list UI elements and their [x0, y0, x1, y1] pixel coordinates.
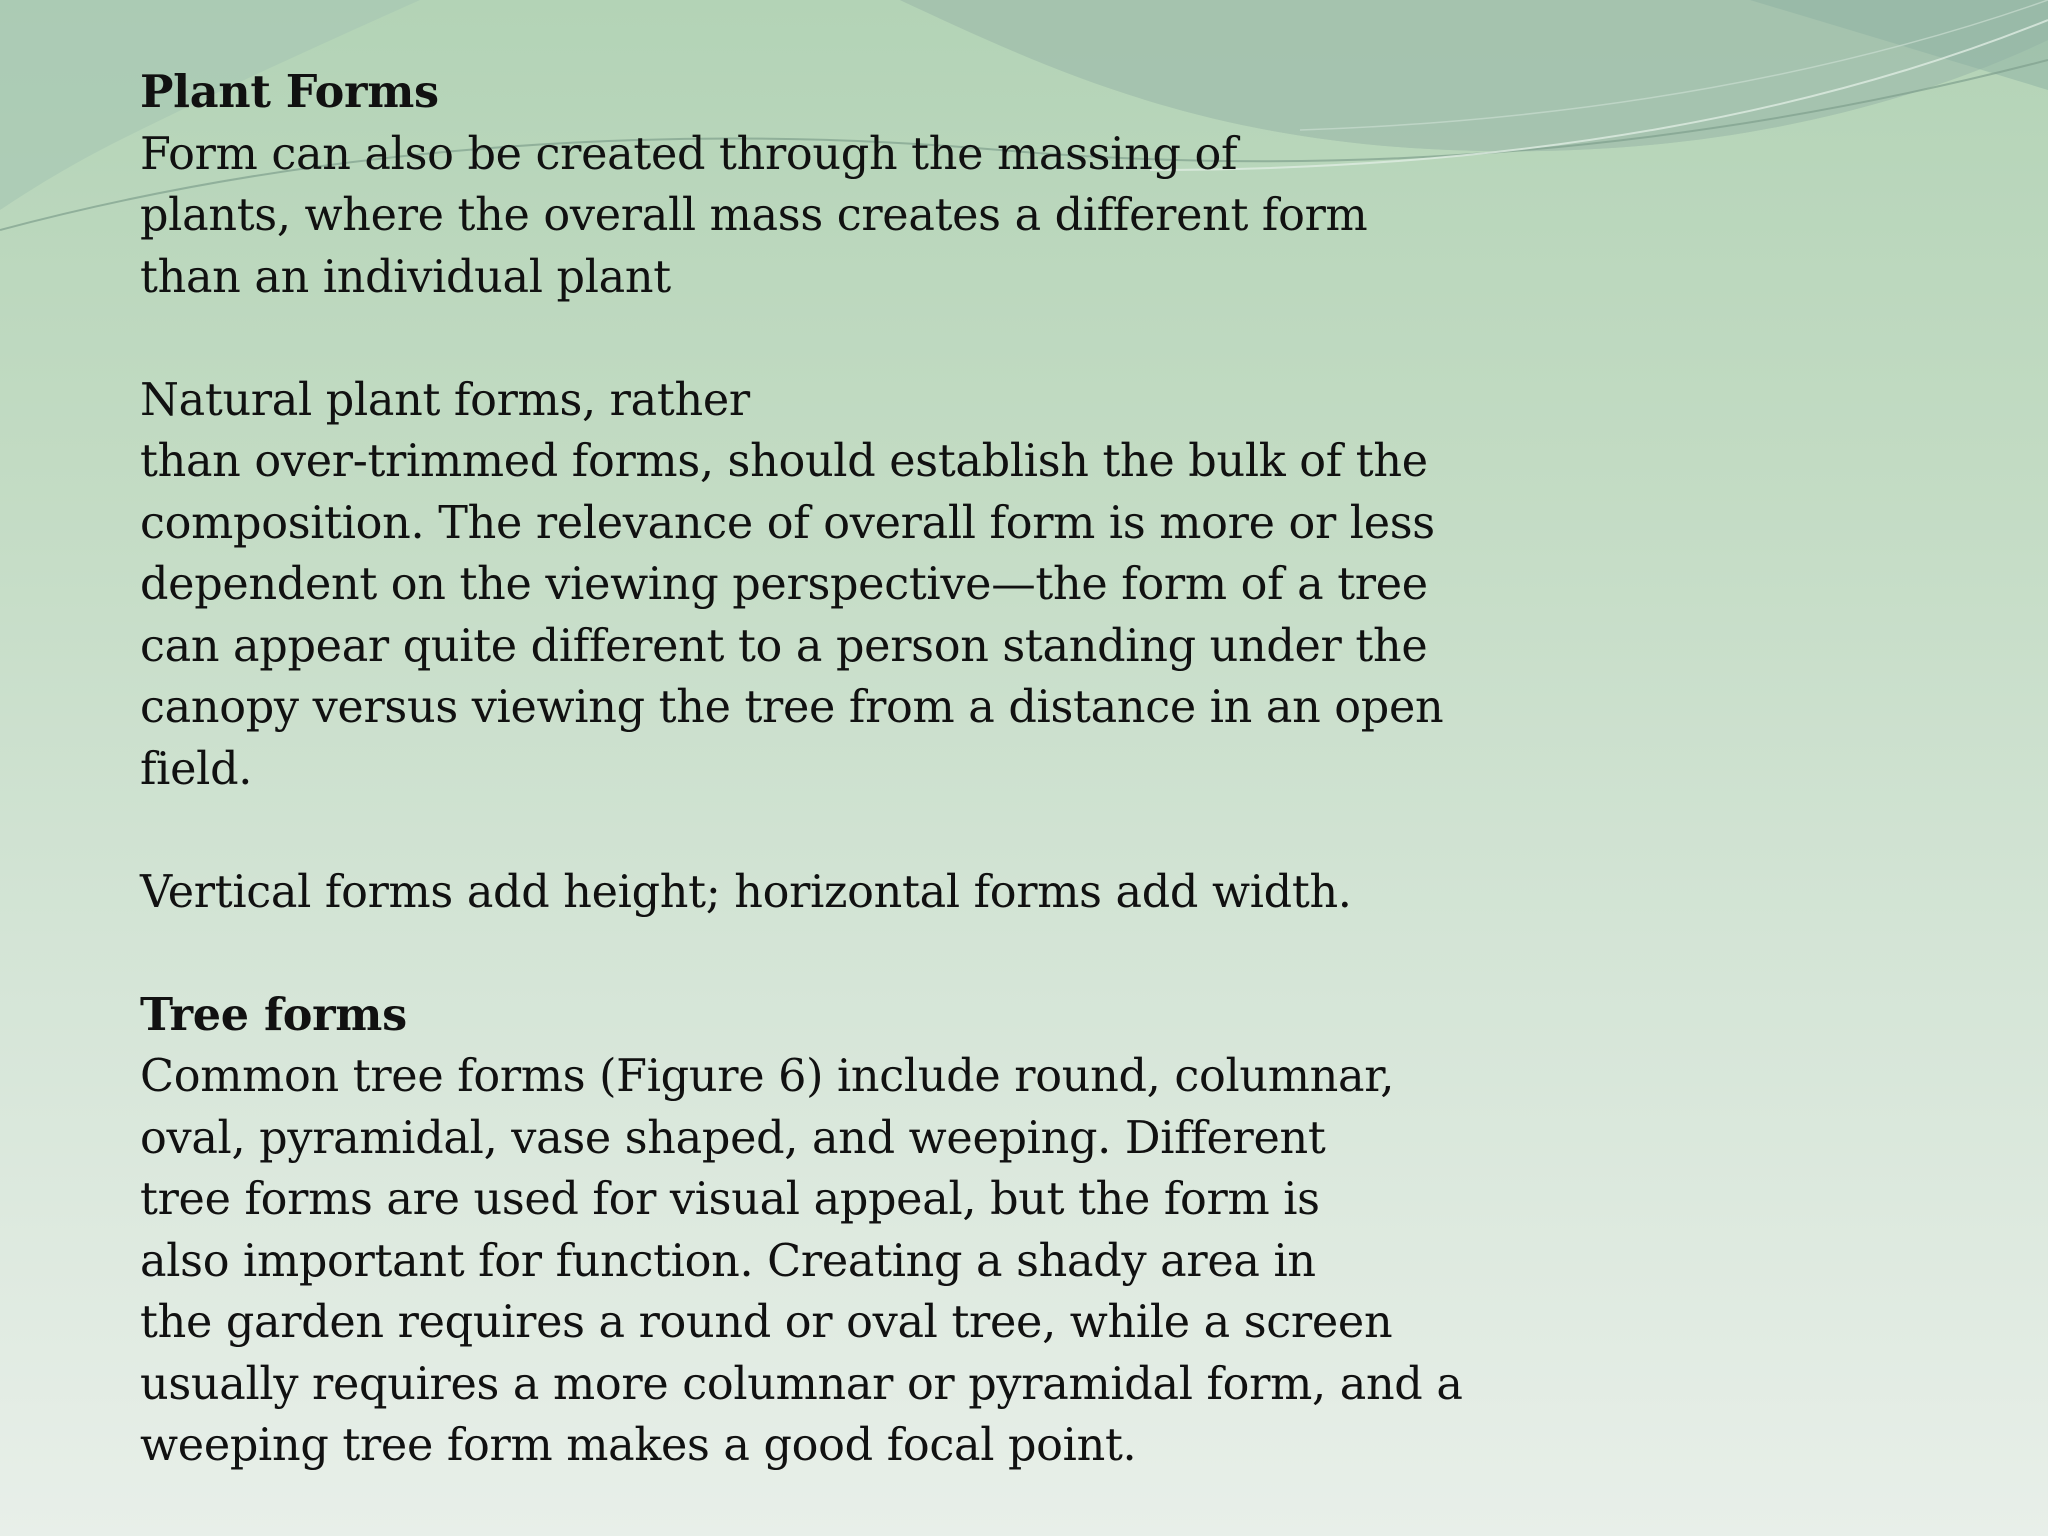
paragraph-line: Common tree forms (Figure 6) include round, columnar,	[140, 1051, 1395, 1102]
paragraph-line: Natural plant forms, rather	[140, 374, 750, 426]
paragraph-line: can appear quite different to a person standing under the	[140, 620, 1428, 672]
heading-plant-forms: Plant Forms	[140, 66, 439, 118]
paragraph-line: also important for function. Creating a shady area in	[140, 1235, 1316, 1287]
paragraph-line: canopy versus viewing the tree from a distance in an open	[140, 682, 1444, 733]
slide-body	[140, 62, 1480, 1477]
paragraph-line: oval, pyramidal, vase shaped, and weeping. Different	[140, 1112, 1326, 1164]
paragraph-line: tree forms are used for visual appeal, but the form is	[140, 1174, 1320, 1225]
paragraph-line: than an individual plant	[140, 251, 671, 303]
heading-tree-forms: Tree forms	[140, 988, 407, 1041]
paragraph-gap	[140, 923, 1480, 985]
paragraph-line: usually requires a more columnar or pyramidal form, and a	[140, 1358, 1463, 1410]
paragraph-line: field.	[140, 743, 253, 795]
paragraph-line: Form can also be created through the massing of	[140, 128, 1238, 180]
paragraph-line: dependent on the viewing perspective—the form of a tree	[140, 559, 1428, 610]
paragraph-gap	[140, 308, 1480, 370]
paragraph-line: weeping tree form makes a good focal point.	[140, 1420, 1137, 1471]
paragraph-line: plants, where the overall mass creates a different form	[140, 190, 1368, 241]
paragraph-line: composition. The relevance of overall form is more or less	[140, 497, 1435, 549]
paragraph-gap	[140, 800, 1480, 862]
paragraph-line: Vertical forms add height; horizontal forms add width.	[140, 866, 1352, 918]
paragraph-line: than over-trimmed forms, should establish the bulk of the	[140, 436, 1428, 487]
paragraph-line: the garden requires a round or oval tree, while a screen	[140, 1297, 1393, 1348]
